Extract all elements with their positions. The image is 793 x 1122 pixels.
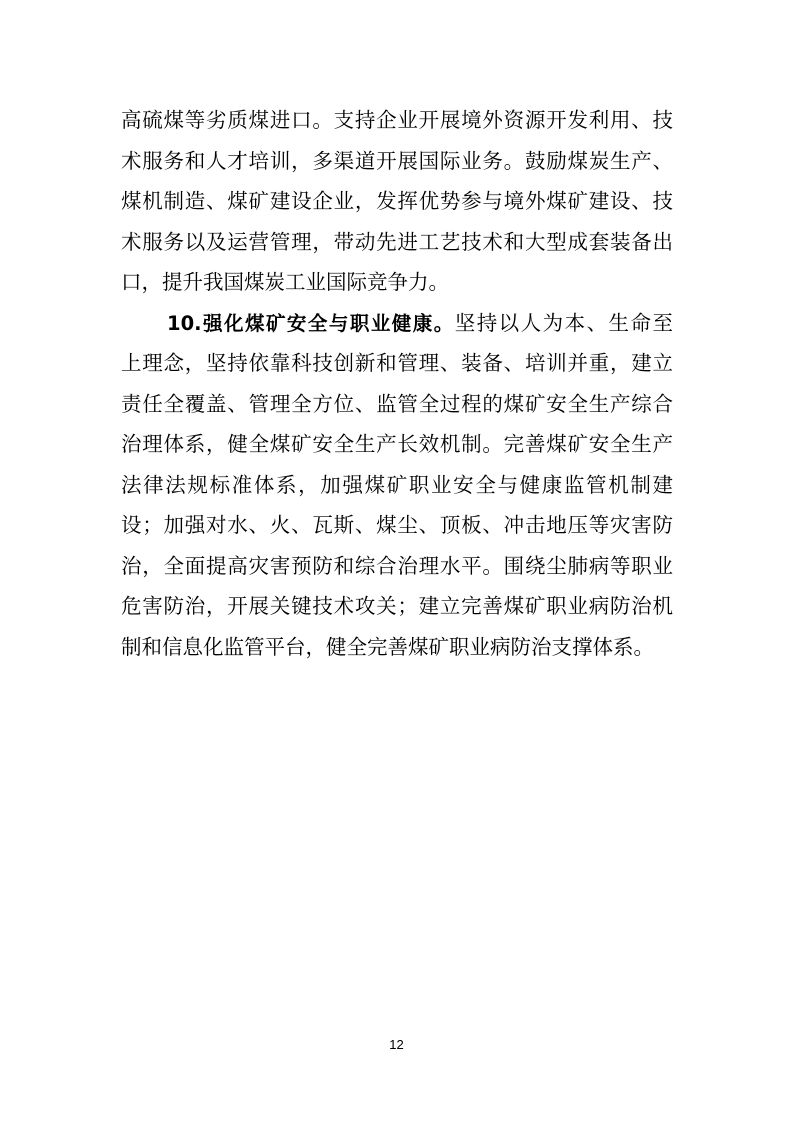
text-line: 危害防治，开展关键技术攻关；建立完善煤矿职业病防治机 <box>121 594 673 618</box>
page-number: 12 <box>389 1037 404 1052</box>
text-line: 术服务以及运营管理，带动先进工艺技术和大型成套装备出 <box>121 229 673 254</box>
paragraph-trade <box>121 100 673 303</box>
section-heading: 10.强化煤矿安全与职业健康。 <box>167 311 455 335</box>
text-line: 设；加强对水、火、瓦斯、煤尘、顶板、冲击地压等灾害防 <box>121 513 673 537</box>
text-line: 责任全覆盖、管理全方位、监管全过程的煤矿安全生产综合 <box>121 391 673 416</box>
text-line: 上理念，坚持依靠科技创新和管理、装备、培训并重，建立 <box>121 351 673 375</box>
text-line: 高硫煤等劣质煤进口。支持企业开展境外资源开发利用、技 <box>121 108 673 132</box>
text-line <box>121 303 673 344</box>
heading-line-rest: 坚持以人为本、生命至 <box>454 310 674 335</box>
text-line: 术服务和人才培训，多渠道开展国际业务。鼓励煤炭生产、 <box>121 148 673 173</box>
text-line: 法律法规标准体系，加强煤矿职业安全与健康监管机制建 <box>121 472 673 497</box>
text-line: 口，提升我国煤炭工业国际竞争力。 <box>121 270 449 294</box>
text-line: 制和信息化监管平台，健全完善煤矿职业病防治支撑体系。 <box>121 634 654 659</box>
text-line: 治理体系，健全煤矿安全生产长效机制。完善煤矿安全生产 <box>121 432 673 456</box>
paragraph-safety <box>121 303 673 668</box>
text-line: 治，全面提高灾害预防和综合治理水平。围绕尘肺病等职业 <box>121 553 673 578</box>
body-text <box>121 100 673 667</box>
text-line: 煤机制造、煤矿建设企业，发挥优势参与境外煤矿建设、技 <box>121 189 673 213</box>
